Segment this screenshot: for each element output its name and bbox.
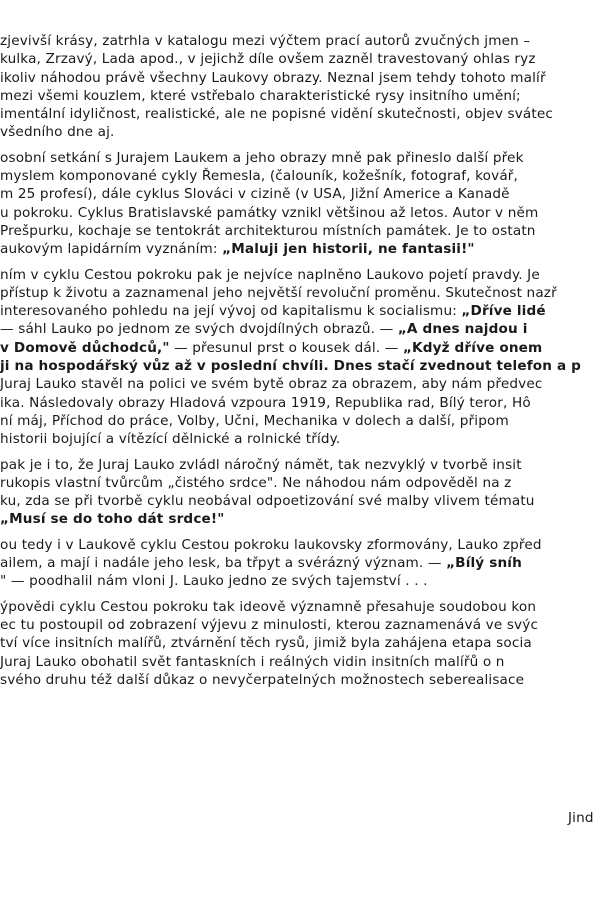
author-signature: Jind <box>568 810 594 826</box>
text-run: ním v cyklu Cestou pokroku pak je nejvíce naplněno Laukovo pojetí pravdy. Je <box>0 266 540 283</box>
text-line <box>0 456 600 474</box>
text-run: " — poodhalil nám vloni J. Lauko jedno ze svých tajemství . . . <box>0 573 428 590</box>
article-body <box>0 32 600 696</box>
text-run: ailem, a mají i nadále jeho lesk, ba třpyt a svérázný význam. — <box>0 555 447 572</box>
text-run: mysle​m komponované cykly Řemesla, (čalouník, kožešník, fotograf, kovář, <box>0 168 519 185</box>
text-run: u pokroku. Cyklus Bratislavské památky vznikl většinou až letos. Autor v něm <box>0 204 539 221</box>
text-line <box>0 634 600 652</box>
text-run: ku, zda se při tvorbě cyklu neobával odpoetizování své malby vlivem tématu <box>0 493 535 510</box>
text-line <box>0 412 600 430</box>
text-run: — sáhl Lauko po jednom ze svých dvojdílných obrazů. — <box>0 321 398 338</box>
text-line <box>0 616 600 634</box>
bold-quote: „Musí se do toho dát srdce!" <box>0 511 225 528</box>
text-line <box>0 123 600 141</box>
text-run: rukopis vlastní tvůrcům „čistého srdce". Ne náhodou nám odpověděl na z <box>0 474 512 491</box>
text-line <box>0 474 600 492</box>
bold-quote: „Maluji jen historii, ne fantasii!" <box>222 241 475 258</box>
text-line <box>0 240 600 258</box>
text-run: Juraj Lauko obohatil svět fantaskních i reálných vidin insitních malířů o n <box>0 653 505 670</box>
text-line <box>0 185 600 203</box>
text-run: svého druhu též další důkaz o nevyčerpatelných možnostech seberealisace <box>0 671 525 688</box>
text-run: mezi všemi kouzlem, které vstřebalo charakteristické rysy insitního umění; <box>0 87 521 104</box>
paragraph <box>0 266 600 449</box>
bold-quote: „Když dříve onem <box>402 339 543 356</box>
text-line <box>0 320 600 338</box>
text-run: m 25 profesí), dále cyklus Slováci v cizině (v USA, Jižní Americe a Kanadě <box>0 186 510 203</box>
text-line <box>0 357 600 375</box>
text-line <box>0 554 600 572</box>
text-line <box>0 167 600 185</box>
text-run: ou tedy i v Laukově cyklu Cestou pokroku laukovsky zformovány, Lauko zpřed <box>0 536 542 553</box>
text-line <box>0 653 600 671</box>
bold-quote: v Domově důchodců," <box>0 339 170 356</box>
text-line <box>0 222 600 240</box>
text-line <box>0 87 600 105</box>
text-run: ýpovědi cyklu Cestou pokroku tak ideově významně přesahuje soudobou kon <box>0 598 537 615</box>
text-run: přístup k životu a zaznamenal jeho největší revoluční proměnu. Skutečnost nazř <box>0 284 557 301</box>
text-run: ika. Následovaly obrazy Hladová vzpoura 1919, Republika rad, Bílý teror, Hô <box>0 394 531 411</box>
paragraph <box>0 598 600 689</box>
text-run: osobní setkání s Jurajem Laukem a jeho obrazy mně pak přineslo další přek <box>0 149 524 166</box>
text-run: Prešpurku, kochaje se tentokrát architekturou místních památek. Je to ostatn <box>0 222 536 239</box>
text-line <box>0 598 600 616</box>
text-run: ní máj, Příchod do práce, Volby, Učni, Mechanika v dolech a další, připom <box>0 412 509 429</box>
text-run: ikoliv náhodou právě všechny Laukovy obrazy. Neznal jsem tehdy tohoto malíř <box>0 69 546 86</box>
text-run: interesovaného pohledu na její vývoj od kapitalismu k socialismu: <box>0 303 462 320</box>
text-run: imentální idyličnost, realistické, ale ne popisné vidění skutečnosti, objev svátec <box>0 106 554 123</box>
text-run: všedního dne aj. <box>0 124 115 141</box>
text-line <box>0 50 600 68</box>
text-run: historii bojující a vítězící dělnické a rolnické třídy. <box>0 431 341 448</box>
text-line <box>0 671 600 689</box>
text-line <box>0 394 600 412</box>
paragraph <box>0 32 600 142</box>
paragraph <box>0 149 600 259</box>
text-line <box>0 204 600 222</box>
text-run: — přesunul prst o kousek dál. — <box>169 339 403 356</box>
text-line <box>0 430 600 448</box>
text-line <box>0 492 600 510</box>
text-run: kulka, Zrzavý, Lada apod., v jejichž díle ovšem zazněl travestovaný ohlas ryz <box>0 51 536 68</box>
text-line <box>0 339 600 357</box>
text-run: aukovým lapidárním vyznáním: <box>0 241 223 258</box>
text-line <box>0 32 600 50</box>
text-run: ec tu postoupil od zobrazení výjevu z minulosti, kterou zaznamenává ve svýc <box>0 616 539 633</box>
text-run: pak je i to, že Juraj Lauko zvládl náročný námět, tak nezvyklý v tvorbě insit <box>0 456 522 473</box>
text-line <box>0 375 600 393</box>
text-run: tví více insitních malířů, ztvárnění těch rysů, jimiž byla zahájena etapa socia <box>0 635 532 652</box>
paragraph <box>0 456 600 529</box>
text-line <box>0 105 600 123</box>
text-run: Juraj Lauko stavěl na polici ve svém bytě obraz za obrazem, aby nám předvec <box>0 376 543 393</box>
bold-quote: ji na hospodářský vůz až v poslední chvíli. Dnes stačí zvednout telefon a p <box>0 358 582 375</box>
text-line <box>0 149 600 167</box>
text-line <box>0 69 600 87</box>
bold-quote: „Dříve lidé <box>461 303 546 320</box>
text-line <box>0 510 600 528</box>
text-line <box>0 266 600 284</box>
paragraph <box>0 536 600 591</box>
bold-quote: „Bílý sníh <box>446 555 522 572</box>
bold-quote: „A dnes najdou i <box>397 321 528 338</box>
text-line <box>0 284 600 302</box>
text-line <box>0 572 600 590</box>
text-run: zjevivší krásy, zatrhla v katalogu mezi výčtem prací autorů zvučných jmen – <box>0 33 531 49</box>
text-line <box>0 536 600 554</box>
text-line <box>0 302 600 320</box>
